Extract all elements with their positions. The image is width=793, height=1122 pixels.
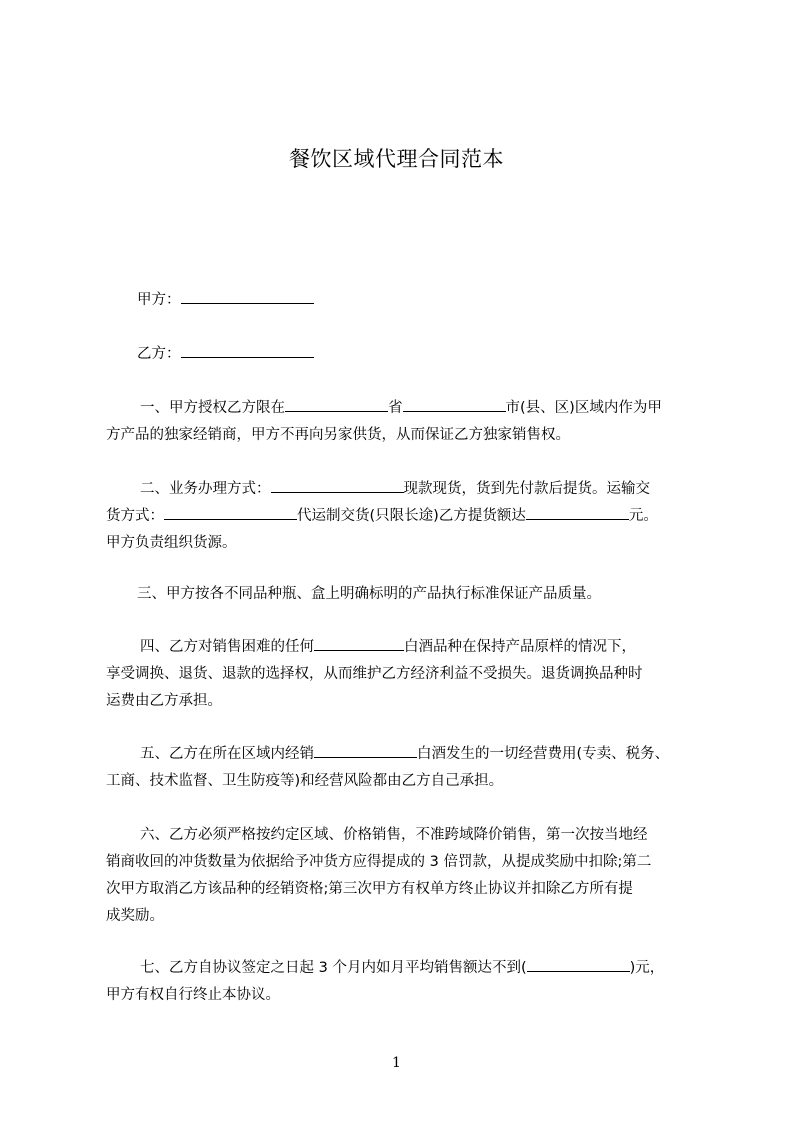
clause-2-text-d: 代运制交货(只限长途)乙方提货额达 [297,508,526,524]
liquor-variety-blank [314,637,404,651]
clause-4-text-c: 享受调换、退货、退款的选择权，从而维护乙方经济利益不受损失。退货调换品种时 [106,666,643,682]
clause-4-line-2 [106,664,643,684]
clause-2-line-3 [106,533,237,553]
clause-1-line-1 [140,398,662,418]
clause-4-text-b: 白酒品种在保持产品原样的情况下， [404,639,636,655]
clause-3-line-1 [137,584,601,604]
party-a-line [137,290,314,310]
distributed-liquor-blank [314,744,417,758]
clause-2-line-2 [106,506,658,526]
party-b-line [137,344,314,364]
pickup-amount-blank [526,506,629,520]
clause-6-line-4 [106,906,164,926]
clause-2-text-a: 二、业务办理方式： [140,481,271,497]
party-b-blank [181,344,314,358]
party-a-label: 甲方： [137,292,181,308]
city-blank [403,398,506,412]
clause-1-text-a: 一、甲方授权乙方限在 [140,400,285,416]
clause-6-text-c: 次甲方取消乙方该品种的经销资格;第三次甲方有权单方终止协议并扣除乙方所有提 [106,881,633,897]
clause-4-text-a: 四、乙方对销售困难的任何 [140,639,314,655]
clause-1-text-d: 方产品的独家经销商，甲方不再向另家供货，从而保证乙方独家销售权。 [106,427,570,443]
clause-7-text-b: )元， [629,960,665,976]
clause-5-line-2 [106,771,503,791]
clause-7-line-1 [140,958,664,978]
page-number: 1 [392,1055,401,1071]
clause-1-text-c: 市(县、区)区域内作为甲 [505,400,662,416]
clause-2-text-b: 现款现货，货到先付款后提货。运输交 [403,481,650,497]
business-method-blank [271,479,404,493]
clause-2-text-f: 甲方负责组织货源。 [106,535,237,551]
clause-5-text-c: 工商、技术监督、卫生防疫等)和经营风险都由乙方自己承担。 [106,773,504,789]
clause-1-line-2 [106,425,570,445]
clause-7-text-a: 七、乙方自协议签定之日起 3 个月内如月平均销售额达不到( [140,960,527,976]
clause-2-line-1 [140,479,650,499]
clause-2-text-e: 元。 [628,508,658,524]
clause-4-line-3 [106,691,222,711]
document-title: 餐饮区域代理合同范本 [289,147,504,171]
clause-7-line-2 [106,985,280,1005]
clause-6-line-1 [140,825,648,845]
province-blank [285,398,388,412]
delivery-method-blank [164,506,297,520]
party-b-label: 乙方： [137,346,181,362]
clause-6-text-a: 六、乙方必须严格按约定区域、价格销售，不准跨域降价销售，第一次按当地经 [140,827,648,843]
clause-6-line-3 [106,879,633,899]
clause-3-text: 三、甲方按各不同品种瓶、盒上明确标明的产品执行标准保证产品质量。 [137,586,601,602]
clause-6-text-d: 成奖励。 [106,908,164,924]
clause-2-text-c: 货方式： [106,508,164,524]
sales-amount-blank [527,958,630,972]
clause-6-text-b: 销商收回的冲货数量为依据给予冲货方应得提成的 3 倍罚款，从提成奖励中扣除;第二 [106,854,652,870]
party-a-blank [181,290,314,304]
clause-5-text-a: 五、乙方在所在区域内经销 [140,746,314,762]
clause-4-text-d: 运费由乙方承担。 [106,693,222,709]
clause-4-line-1 [140,637,636,657]
clause-7-text-c: 甲方有权自行终止本协议。 [106,987,280,1003]
clause-5-text-b: 白酒发生的一切经营费用(专卖、税务、 [417,746,670,762]
clause-1-text-b: 省 [388,400,403,416]
clause-6-line-2 [106,852,651,872]
clause-5-line-1 [140,744,669,764]
